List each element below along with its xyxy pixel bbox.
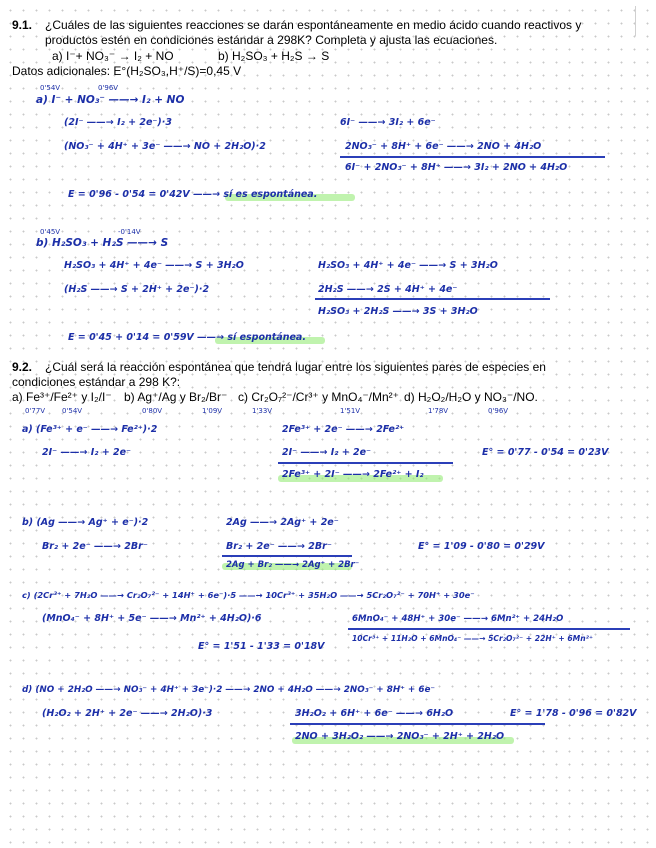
potential-note: 0'80V xyxy=(142,407,163,415)
half-reaction: 2I⁻ ——→ I₂ + 2e⁻ xyxy=(282,447,372,458)
cell-potential: E = 0'45 + 0'14 = 0'59V ——→ sí espontánea. xyxy=(68,332,306,343)
pair-d: d) H₂O₂/H₂O y NO₃⁻/NO. xyxy=(404,390,538,404)
half-reaction: (2I⁻ ——→ I₂ + 2e⁻)·3 xyxy=(64,117,172,128)
half-reaction: 6MnO₄⁻ + 48H⁺ + 30e⁻ ——→ 6Mn²⁺ + 24H₂O xyxy=(352,614,564,624)
question-text: ¿Cuál será la reacción espontánea que tendrá lugar entre los siguientes pares de especies en xyxy=(45,360,546,374)
half-reaction: 3H₂O₂ + 6H⁺ + 6e⁻ ——→ 6H₂O xyxy=(295,708,454,719)
global-reaction: H₂SO₃ + 2H₂S ——→ 3S + 3H₂O xyxy=(318,306,478,317)
reaction-equation: a) I⁻ + NO₃⁻ ——→ I₂ + NO xyxy=(36,94,185,106)
sum-line xyxy=(340,156,605,158)
potential-note: 1'33V xyxy=(252,407,273,415)
page-edge xyxy=(635,6,636,36)
pair-a: a) Fe³⁺/Fe²⁺ y I₂/I⁻ xyxy=(12,390,112,404)
half-reaction: H₂SO₃ + 4H⁺ + 4e⁻ ——→ S + 3H₂O xyxy=(64,260,244,271)
half-reaction: (NO₃⁻ + 4H⁺ + 3e⁻ ——→ NO + 2H₂O)·2 xyxy=(64,141,266,152)
cell-potential: E° = 1'51 - 1'33 = 0'18V xyxy=(198,641,325,652)
additional-data: Datos adicionales: E°(H₂SO₃,H⁺/S)=0,45 V xyxy=(12,64,242,78)
global-reaction: 6I⁻ + 2NO₃⁻ + 8H⁺ ——→ 3I₂ + 2NO + 4H₂O xyxy=(345,162,568,173)
potential-note: 0'54V xyxy=(40,84,61,92)
half-reaction: b) (Ag ——→ Ag⁺ + e⁻)·2 xyxy=(22,517,149,528)
cell-potential: E° = 1'09 - 0'80 = 0'29V xyxy=(418,541,545,552)
half-reaction: Br₂ + 2e⁻ ——→ 2Br⁻ xyxy=(42,541,148,552)
sum-line xyxy=(315,298,550,300)
global-reaction: 2Ag + Br₂ ——→ 2Ag⁺ + 2Br⁻ xyxy=(226,560,360,570)
half-reaction: H₂SO₃ + 4H⁺ + 4e⁻ ——→ S + 3H₂O xyxy=(318,260,498,271)
pair-b: b) Ag⁺/Ag y Br₂/Br⁻ xyxy=(124,390,228,404)
potential-note: 0'96V xyxy=(488,407,509,415)
potential-note: 1'78V xyxy=(428,407,449,415)
potential-note: -0'14V xyxy=(118,228,141,236)
half-reaction: d) (NO + 2H₂O ——→ NO₃⁻ + 4H⁺ + 3e⁻)·2 ——→ 2NO + 4H₂O ——→ 2NO₃⁻ + 8H⁺ + 6e⁻ xyxy=(22,685,436,695)
half-reaction: Br₂ + 2e⁻ ——→ 2Br⁻ xyxy=(226,541,332,552)
question-text: ¿Cuáles de las siguientes reacciones se darán espontáneamente en medio ácido cuando reactivos y xyxy=(45,18,582,32)
cell-potential: E° = 1'78 - 0'96 = 0'82V xyxy=(510,708,637,719)
half-reaction: 2I⁻ ——→ I₂ + 2e⁻ xyxy=(42,447,132,458)
half-reaction: (H₂O₂ + 2H⁺ + 2e⁻ ——→ 2H₂O)·3 xyxy=(42,708,213,719)
half-reaction: a) (Fe³⁺ + e⁻ ——→ Fe²⁺)·2 xyxy=(22,424,158,435)
cell-potential: E = 0'96 - 0'54 = 0'42V ——→ sí es espontánea. xyxy=(68,189,318,200)
question-number: 9.1. xyxy=(12,18,33,32)
half-reaction: 2NO₃⁻ + 8H⁺ + 6e⁻ ——→ 2NO + 4H₂O xyxy=(345,141,542,152)
global-reaction: 2NO + 3H₂O₂ ——→ 2NO₃⁻ + 2H⁺ + 2H₂O xyxy=(295,731,505,742)
sum-line xyxy=(290,723,545,725)
question-text: condiciones estándar a 298 K?: xyxy=(12,375,181,389)
sum-line xyxy=(278,462,453,464)
half-reaction: 2Ag ——→ 2Ag⁺ + 2e⁻ xyxy=(226,517,339,528)
half-reaction: 2Fe³⁺ + 2e⁻ ——→ 2Fe²⁺ xyxy=(282,424,405,435)
cell-potential: E° = 0'77 - 0'54 = 0'23V xyxy=(482,447,609,458)
option-a: a) I⁻+ NO₃⁻ → I₂ + NO xyxy=(52,49,174,63)
potential-note: 1'09V xyxy=(202,407,223,415)
half-reaction: 6I⁻ ——→ 3I₂ + 6e⁻ xyxy=(340,117,436,128)
potential-note: 0'45V xyxy=(40,228,61,236)
global-reaction: 10Cr³⁺ + 11H₂O + 6MnO₄⁻ ——→ 5Cr₂O₇²⁻ + 22H⁺ + 6Mn²⁺ xyxy=(352,634,593,643)
half-reaction: (MnO₄⁻ + 8H⁺ + 5e⁻ ——→ Mn²⁺ + 4H₂O)·6 xyxy=(42,613,262,624)
global-reaction: 2Fe³⁺ + 2I⁻ ——→ 2Fe²⁺ + I₂ xyxy=(282,469,424,480)
sum-line xyxy=(348,628,630,630)
question-text: productos estén en condiciones estándar a 298K? Completa y ajusta las ecuaciones. xyxy=(45,33,498,47)
half-reaction: (H₂S ——→ S + 2H⁺ + 2e⁻)·2 xyxy=(64,284,210,295)
potential-note: 0'54V xyxy=(62,407,83,415)
half-reaction: c) (2Cr³⁺ + 7H₂O ——→ Cr₂O₇²⁻ + 14H⁺ + 6e⁻)·5 ——→ 10Cr³⁺ + 35H₂O ——→ 5Cr₂O₇²⁻ + 70H⁺ + 30e⁻ xyxy=(22,590,475,600)
potential-note: 1'51V xyxy=(340,407,361,415)
potential-note: 0'77V xyxy=(25,407,46,415)
question-number: 9.2. xyxy=(12,360,33,374)
half-reaction: 2H₂S ——→ 2S + 4H⁺ + 4e⁻ xyxy=(318,284,458,295)
pair-c: c) Cr₂O₇²⁻/Cr³⁺ y MnO₄⁻/Mn²⁺ xyxy=(238,390,400,404)
sum-line xyxy=(222,555,352,557)
potential-note: 0'96V xyxy=(98,84,119,92)
option-b: b) H₂SO₃ + H₂S → S xyxy=(218,49,330,63)
reaction-equation: b) H₂SO₃ + H₂S ——→ S xyxy=(36,237,169,249)
